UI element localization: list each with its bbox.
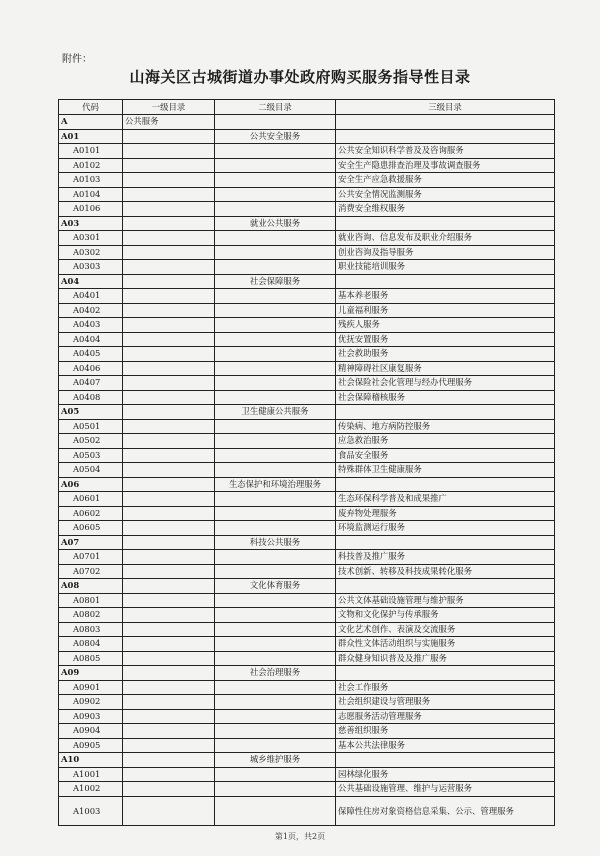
table-row [59,753,555,768]
level1-cell [123,651,215,666]
level1-cell [123,376,215,391]
level1-cell [123,477,215,492]
level2-cell [215,608,336,623]
level3-cell: 慈善组织服务 [336,724,555,739]
level2-cell [215,303,336,318]
level2-cell [215,738,336,753]
level1-cell [123,202,215,217]
table-row [59,231,555,246]
level2-cell: 科技公共服务 [215,535,336,550]
code-cell: A0404 [59,332,123,347]
attachment-label: 附件： [62,54,92,65]
table-row [59,564,555,579]
code-cell: A0904 [59,724,123,739]
level2-cell: 公共安全服务 [215,129,336,144]
level2-cell [215,332,336,347]
table-row [59,550,555,565]
level1-cell [123,521,215,536]
table-row [59,289,555,304]
level3-cell: 儿童福利服务 [336,303,555,318]
code-cell: A0801 [59,593,123,608]
level1-cell [123,463,215,478]
level2-cell [215,550,336,565]
code-cell: A0805 [59,651,123,666]
level1-cell [123,753,215,768]
level3-cell: 应急救治服务 [336,434,555,449]
level1-cell [123,579,215,594]
level1-cell [123,158,215,173]
table-row [59,738,555,753]
code-cell: A0406 [59,361,123,376]
code-cell: A0407 [59,376,123,391]
level2-cell [215,767,336,782]
table-row [59,593,555,608]
code-cell: A0501 [59,419,123,434]
table-row [59,115,555,130]
table-row [59,506,555,521]
header-level2: 二级目录 [215,100,336,115]
code-cell: A0408 [59,390,123,405]
level2-cell [215,521,336,536]
level3-cell: 社会组织建设与管理服务 [336,695,555,710]
level2-cell [215,709,336,724]
level1-cell [123,666,215,681]
table-row [59,260,555,275]
level1-cell [123,419,215,434]
level1-cell [123,622,215,637]
table-row [59,680,555,695]
code-cell: A1002 [59,782,123,797]
level3-cell: 废弃物处理服务 [336,506,555,521]
level2-cell [215,593,336,608]
code-cell: A0502 [59,434,123,449]
level3-cell: 传染病、地方病防控服务 [336,419,555,434]
code-cell: A0106 [59,202,123,217]
level2-cell [215,376,336,391]
level3-cell: 残疾人服务 [336,318,555,333]
level1-cell [123,767,215,782]
level3-cell: 食品安全服务 [336,448,555,463]
level3-cell: 社会保障稽核服务 [336,390,555,405]
table-row [59,666,555,681]
document-title: 山海关区古城街道办事处政府购买服务指导性目录 [129,68,471,86]
level1-cell [123,289,215,304]
level2-cell [215,318,336,333]
level1-cell [123,593,215,608]
level2-cell: 卫生健康公共服务 [215,405,336,420]
code-cell: A [59,115,123,130]
table-row [59,361,555,376]
level1-cell [123,608,215,623]
level3-cell: 基本养老服务 [336,289,555,304]
table-row [59,347,555,362]
code-cell: A08 [59,579,123,594]
header-level3: 三级目录 [336,100,555,115]
level2-cell [215,492,336,507]
level1-cell [123,347,215,362]
level1-cell [123,332,215,347]
level1-cell: 公共服务 [123,115,215,130]
code-cell: A0701 [59,550,123,565]
code-cell: A0803 [59,622,123,637]
level1-cell [123,144,215,159]
table-row [59,173,555,188]
level2-cell [215,680,336,695]
service-catalog-table [58,99,555,826]
level3-cell [336,115,555,130]
level1-cell [123,231,215,246]
table-row [59,709,555,724]
level1-cell [123,550,215,565]
table-row [59,448,555,463]
level1-cell [123,709,215,724]
level3-cell: 创业咨询及指导服务 [336,245,555,260]
table-row [59,463,555,478]
level3-cell: 公共安全情况监测服务 [336,187,555,202]
level2-cell [215,695,336,710]
level1-cell [123,173,215,188]
code-cell: A0301 [59,231,123,246]
level2-cell [215,245,336,260]
table-row [59,477,555,492]
table-row [59,129,555,144]
level2-cell: 就业公共服务 [215,216,336,231]
code-cell: A04 [59,274,123,289]
level3-cell [336,405,555,420]
level2-cell [215,187,336,202]
level2-cell [215,448,336,463]
level3-cell: 消费安全维权服务 [336,202,555,217]
level2-cell [215,361,336,376]
level3-cell: 社会工作服务 [336,680,555,695]
code-cell: A10 [59,753,123,768]
code-cell: A0602 [59,506,123,521]
level3-cell: 公共基础设施管理、维护与运营服务 [336,782,555,797]
level2-cell [215,260,336,275]
code-cell: A03 [59,216,123,231]
level1-cell [123,318,215,333]
level3-cell: 精神障碍社区康复服务 [336,361,555,376]
code-cell: A0901 [59,680,123,695]
level2-cell [215,463,336,478]
code-cell: A07 [59,535,123,550]
level2-cell: 生态保护和环境治理服务 [215,477,336,492]
table-body [59,115,555,826]
level2-cell [215,506,336,521]
level2-cell [215,390,336,405]
level3-cell: 社会救助服务 [336,347,555,362]
code-cell: A0302 [59,245,123,260]
table-row [59,158,555,173]
level1-cell [123,564,215,579]
level3-cell: 志愿服务活动管理服务 [336,709,555,724]
table-row [59,521,555,536]
table-row [59,637,555,652]
level3-cell: 文化艺术创作、表演及交流服务 [336,622,555,637]
level1-cell [123,390,215,405]
table-row [59,376,555,391]
level2-cell [215,231,336,246]
code-cell: A0903 [59,709,123,724]
table-row [59,216,555,231]
level1-cell [123,506,215,521]
level2-cell: 文化体育服务 [215,579,336,594]
code-cell: A0403 [59,318,123,333]
level3-cell [336,274,555,289]
code-cell: A0504 [59,463,123,478]
table-row [59,796,555,825]
code-cell: A05 [59,405,123,420]
code-cell: A0102 [59,158,123,173]
level1-cell [123,361,215,376]
code-cell: A0101 [59,144,123,159]
level1-cell [123,724,215,739]
level1-cell [123,405,215,420]
level2-cell: 社会治理服务 [215,666,336,681]
code-cell: A0702 [59,564,123,579]
table-row [59,651,555,666]
table-row [59,390,555,405]
level2-cell: 社会保障服务 [215,274,336,289]
code-cell: A01 [59,129,123,144]
level1-cell [123,260,215,275]
header-code: 代码 [59,100,123,115]
level3-cell: 优抚安置服务 [336,332,555,347]
level1-cell [123,274,215,289]
level3-cell [336,666,555,681]
table-row [59,405,555,420]
table-row [59,245,555,260]
header-level1: 一级目录 [123,100,215,115]
code-cell: A0905 [59,738,123,753]
level3-cell: 公共安全知识科学普及及咨询服务 [336,144,555,159]
code-cell: A1001 [59,767,123,782]
level3-cell: 园林绿化服务 [336,767,555,782]
table-row [59,303,555,318]
level3-cell: 安全生产应急救援服务 [336,173,555,188]
level3-cell: 生态环保科学普及和成果推广 [336,492,555,507]
table-row [59,434,555,449]
table-row [59,767,555,782]
level2-cell [215,115,336,130]
level1-cell [123,492,215,507]
code-cell: A0601 [59,492,123,507]
code-cell: A0902 [59,695,123,710]
table-row [59,187,555,202]
level2-cell [215,419,336,434]
level1-cell [123,695,215,710]
level1-cell [123,448,215,463]
table-row [59,535,555,550]
level3-cell [336,477,555,492]
level3-cell: 群众性文体活动组织与实施服务 [336,637,555,652]
level3-cell [336,753,555,768]
level2-cell [215,434,336,449]
level1-cell [123,782,215,797]
code-cell: A0405 [59,347,123,362]
level1-cell [123,680,215,695]
code-cell: A0605 [59,521,123,536]
level1-cell [123,216,215,231]
level1-cell [123,187,215,202]
code-cell: A0804 [59,637,123,652]
level2-cell [215,144,336,159]
table-row [59,318,555,333]
level2-cell [215,622,336,637]
table-row [59,622,555,637]
level2-cell [215,158,336,173]
level1-cell [123,245,215,260]
level1-cell [123,637,215,652]
level3-cell [336,129,555,144]
level2-cell [215,796,336,825]
level1-cell [123,738,215,753]
code-cell: A06 [59,477,123,492]
level3-cell [336,535,555,550]
level2-cell [215,637,336,652]
level2-cell [215,347,336,362]
level3-cell: 技术创新、转移及科技成果转化服务 [336,564,555,579]
code-cell: A0802 [59,608,123,623]
level2-cell [215,564,336,579]
level1-cell [123,535,215,550]
level3-cell: 职业技能培训服务 [336,260,555,275]
level3-cell: 基本公共法律服务 [336,738,555,753]
level2-cell: 城乡维护服务 [215,753,336,768]
code-cell: A0503 [59,448,123,463]
code-cell: A0303 [59,260,123,275]
level3-cell: 群众健身知识普及及推广服务 [336,651,555,666]
table-row [59,782,555,797]
level1-cell [123,303,215,318]
level2-cell [215,289,336,304]
level3-cell [336,579,555,594]
level3-cell: 安全生产隐患排查治理及事故调查服务 [336,158,555,173]
level3-cell: 公共文体基础设施管理与维护服务 [336,593,555,608]
level3-cell: 保障性住房对象资格信息采集、公示、管理服务 [336,796,555,825]
table-row [59,144,555,159]
code-cell: A0402 [59,303,123,318]
table-row [59,579,555,594]
code-cell: A1003 [59,796,123,825]
code-cell: A0104 [59,187,123,202]
level2-cell [215,202,336,217]
level3-cell: 社会保险社会化管理与经办代理服务 [336,376,555,391]
level3-cell: 文物和文化保护与传承服务 [336,608,555,623]
table-row [59,724,555,739]
level1-cell [123,434,215,449]
level3-cell: 科技普及推广服务 [336,550,555,565]
level2-cell [215,724,336,739]
code-cell: A09 [59,666,123,681]
table-row [59,492,555,507]
level3-cell: 特殊群体卫生健康服务 [336,463,555,478]
table-row [59,332,555,347]
code-cell: A0401 [59,289,123,304]
level3-cell: 环境监测运行服务 [336,521,555,536]
level1-cell [123,129,215,144]
code-cell: A0103 [59,173,123,188]
page-number: 第1页，共2页 [274,832,326,841]
level2-cell [215,173,336,188]
level3-cell: 就业咨询、信息发布及职业介绍服务 [336,231,555,246]
table-row [59,202,555,217]
table-row [59,695,555,710]
level2-cell [215,651,336,666]
table-row [59,419,555,434]
level2-cell [215,782,336,797]
table-header-row [59,100,555,115]
level3-cell [336,216,555,231]
table-row [59,608,555,623]
table-row [59,274,555,289]
level1-cell [123,796,215,825]
